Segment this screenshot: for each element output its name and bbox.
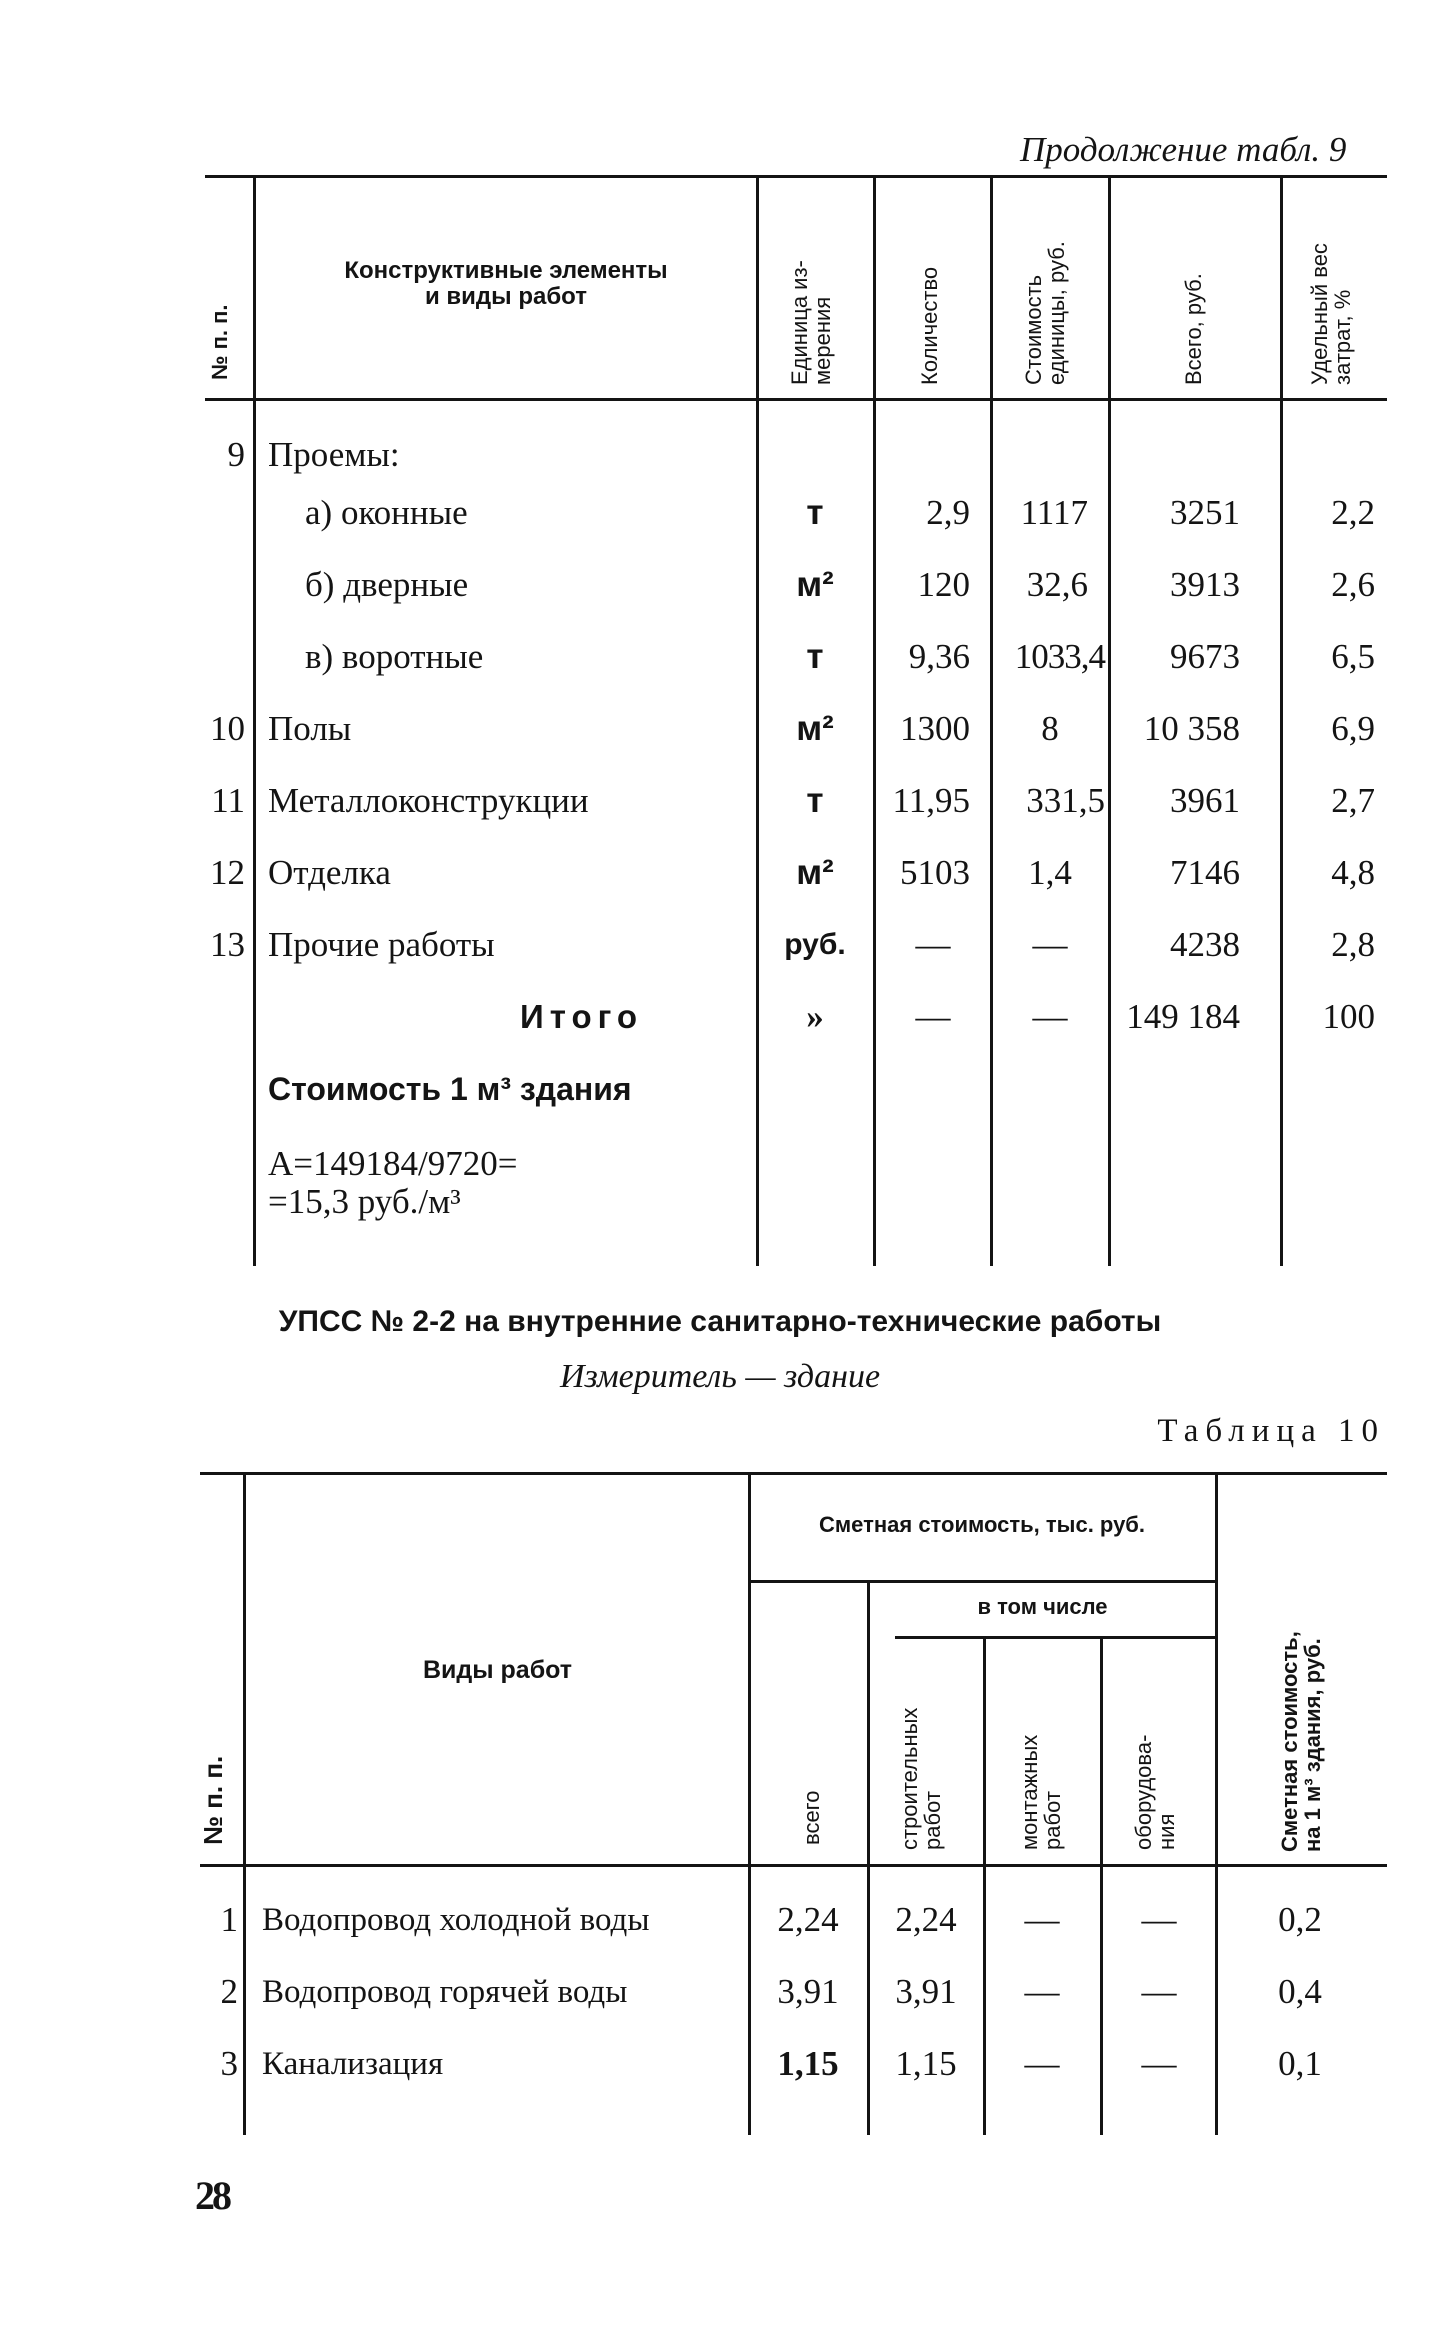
page-number: 28	[195, 2173, 229, 2218]
table9-header-unit-cost-line1: Стоимость	[1021, 274, 1046, 385]
table10-header-rule	[200, 1864, 1387, 1867]
row-share: 6,5	[1331, 637, 1375, 676]
row-equipment: —	[1141, 1900, 1177, 1939]
row-total: 3251	[1170, 493, 1240, 532]
row-quantity: 1300	[900, 709, 970, 748]
table9-header-no: № п. п.	[207, 304, 232, 380]
table10-header-per-m3-line2: на 1 м³ здания, руб.	[1300, 1638, 1326, 1852]
row-installation: —	[1024, 1972, 1060, 2011]
table10-header-estimate: Сметная стоимость, тыс. руб.	[818, 1512, 1146, 1537]
row-share: 2,6	[1331, 565, 1375, 604]
table10-including-rule	[895, 1636, 1215, 1639]
row-quantity: 120	[917, 565, 970, 604]
cost-formula-line2: =15,3 руб./м³	[268, 1182, 461, 1221]
row-share: 2,2	[1331, 493, 1375, 532]
row-name: Отделка	[268, 853, 391, 892]
table9-col-divider	[873, 178, 876, 1266]
table9-col-divider	[756, 178, 759, 1266]
table9-header-name-line2: и виды работ	[425, 283, 587, 310]
row-total: 9673	[1170, 637, 1240, 676]
table9-col-divider	[990, 178, 993, 1266]
row-share: 4,8	[1331, 853, 1375, 892]
row-total: 3913	[1170, 565, 1240, 604]
table9-header-unit-line1: Единица из-	[787, 260, 812, 385]
row-unit: т	[806, 637, 824, 676]
row-total: 3961	[1170, 781, 1240, 820]
row-name: Полы	[268, 709, 352, 748]
table10-header-equipment-line2: ния	[1154, 1813, 1180, 1850]
row-all: 3,91	[777, 1972, 839, 2011]
table9-header-name	[258, 258, 754, 310]
cost-per-m3-label: Стоимость 1 м³ здания	[268, 1071, 632, 1107]
row-number: 11	[211, 781, 245, 820]
section-title: УПСС № 2-2 на внутренние санитарно-технические работы	[278, 1305, 1162, 1338]
row-number: 10	[210, 709, 245, 748]
row-number: 1	[220, 1900, 238, 1939]
row-unit-cost: 1033,4	[1014, 637, 1105, 676]
row-name: в) воротные	[305, 637, 484, 676]
row-share: 2,8	[1331, 925, 1375, 964]
table10-header-installation-line2: работ	[1040, 1791, 1066, 1850]
continuation-label: Продолжение табл. 9	[1020, 130, 1347, 169]
table10-header-per-m3	[1278, 1631, 1324, 1852]
row-name: б) дверные	[305, 565, 469, 604]
table10-top-rule	[200, 1472, 1387, 1475]
table10-header-installation	[1018, 1735, 1064, 1850]
table9-col-divider	[1280, 178, 1283, 1266]
row-number: 9	[227, 435, 245, 474]
row-construction: 1,15	[895, 2044, 957, 2083]
row-unit-cost: —	[1032, 925, 1068, 964]
row-number: 3	[220, 2044, 238, 2083]
row-equipment: —	[1141, 2044, 1177, 2083]
row-unit: т	[806, 493, 824, 532]
row-installation: —	[1024, 1900, 1060, 1939]
row-share: 6,9	[1331, 709, 1375, 748]
total-sum: 149 184	[1126, 997, 1240, 1036]
row-quantity: —	[915, 925, 951, 964]
section-subtitle: Измеритель — здание	[559, 1358, 881, 1395]
table10-col-divider	[748, 1475, 751, 2135]
row-name: Водопровод холодной воды	[262, 1902, 650, 1938]
table10-col-divider	[983, 1638, 986, 2135]
row-quantity: 2,9	[926, 493, 970, 532]
table9-header-share	[1308, 243, 1354, 385]
row-construction: 3,91	[895, 1972, 957, 2011]
row-unit-cost: 1,4	[1028, 853, 1072, 892]
row-quantity: 11,95	[892, 781, 970, 820]
table9-header-share-line1: Удельный вес	[1307, 243, 1332, 385]
row-unit-cost: 8	[1041, 709, 1059, 748]
row-unit: м²	[796, 853, 834, 892]
total-unit-cost: —	[1032, 997, 1068, 1036]
row-total: 7146	[1170, 853, 1240, 892]
table10-header-including: в том числе	[977, 1594, 1108, 1619]
table10-header-equipment	[1132, 1735, 1178, 1850]
table10-header-per-m3-line1: Сметная стоимость,	[1277, 1631, 1302, 1852]
table10-header-no: № п. п.	[198, 1755, 228, 1845]
table10-header-installation-line1: монтажных	[1017, 1734, 1042, 1850]
row-per-m3: 0,4	[1278, 1972, 1322, 2011]
table9-header-unit	[788, 260, 834, 385]
table9-header-unit-cost	[1022, 241, 1068, 385]
table9-header-unit-line2: мерения	[810, 296, 836, 385]
row-installation: —	[1024, 2044, 1060, 2083]
table10-header-all: всего	[799, 1790, 824, 1845]
row-unit-cost: 331,5	[1026, 781, 1105, 820]
row-name: Водопровод горячей воды	[262, 1974, 628, 2010]
row-construction: 2,24	[895, 1900, 957, 1939]
table10-col-divider	[867, 1582, 870, 2135]
row-unit: руб.	[784, 928, 846, 961]
row-total: 10 358	[1143, 709, 1240, 748]
table10-header-construction-line1: строительных	[897, 1707, 922, 1850]
table9-header-share-line2: затрат, %	[1330, 289, 1356, 385]
table10-col-divider	[243, 1475, 246, 2135]
row-name: а) оконные	[305, 493, 468, 532]
table10-label: Таблица 10	[1157, 1413, 1385, 1449]
table10-estimate-rule	[750, 1580, 1215, 1583]
table9-header-name-line1: Конструктивные элементы	[344, 257, 668, 284]
row-total: 4238	[1170, 925, 1240, 964]
total-label: Итого	[520, 998, 644, 1035]
table10-header-works: Виды работ	[422, 1656, 573, 1684]
row-unit-cost: 1117	[1020, 493, 1088, 532]
row-unit: т	[806, 781, 824, 820]
cost-formula	[268, 1145, 517, 1221]
table9-header-quantity: Количество	[917, 266, 942, 385]
table9-col-divider	[253, 178, 256, 1266]
table10-col-divider	[1215, 1475, 1218, 2135]
row-name: Металлоконструкции	[268, 781, 589, 820]
row-quantity: 5103	[900, 853, 970, 892]
table9-header-rule	[205, 398, 1387, 401]
total-share: 100	[1322, 997, 1375, 1036]
row-per-m3: 0,2	[1278, 1900, 1322, 1939]
row-share: 2,7	[1331, 781, 1375, 820]
table10-col-divider	[1100, 1638, 1103, 2135]
row-equipment: —	[1141, 1972, 1177, 2011]
row-name: Канализация	[262, 2046, 444, 2082]
table9-header-unit-cost-line2: единицы, руб.	[1044, 241, 1070, 385]
row-per-m3: 0,1	[1278, 2044, 1322, 2083]
total-quantity: —	[915, 997, 951, 1036]
row-unit: м²	[796, 565, 834, 604]
table10-header-construction	[898, 1708, 944, 1850]
row-all: 1,15	[777, 2044, 839, 2083]
row-number: 13	[210, 925, 245, 964]
table10-header-construction-line2: работ	[920, 1791, 946, 1850]
row-unit-cost: 32,6	[1026, 565, 1088, 604]
cost-formula-line1: А=149184/9720=	[268, 1144, 518, 1183]
row-unit: м²	[796, 709, 834, 748]
total-unit: »	[806, 997, 824, 1036]
table10-header-equipment-line1: оборудова-	[1131, 1734, 1156, 1850]
row-number: 12	[210, 853, 245, 892]
row-name: Проемы:	[268, 435, 400, 474]
table9-header-total: Всего, руб.	[1181, 273, 1206, 385]
row-number: 2	[220, 1972, 238, 2011]
table9-top-rule	[205, 175, 1387, 178]
row-name: Прочие работы	[268, 925, 495, 964]
table9-col-divider	[1108, 178, 1111, 1266]
row-all: 2,24	[777, 1900, 839, 1939]
row-quantity: 9,36	[908, 637, 970, 676]
